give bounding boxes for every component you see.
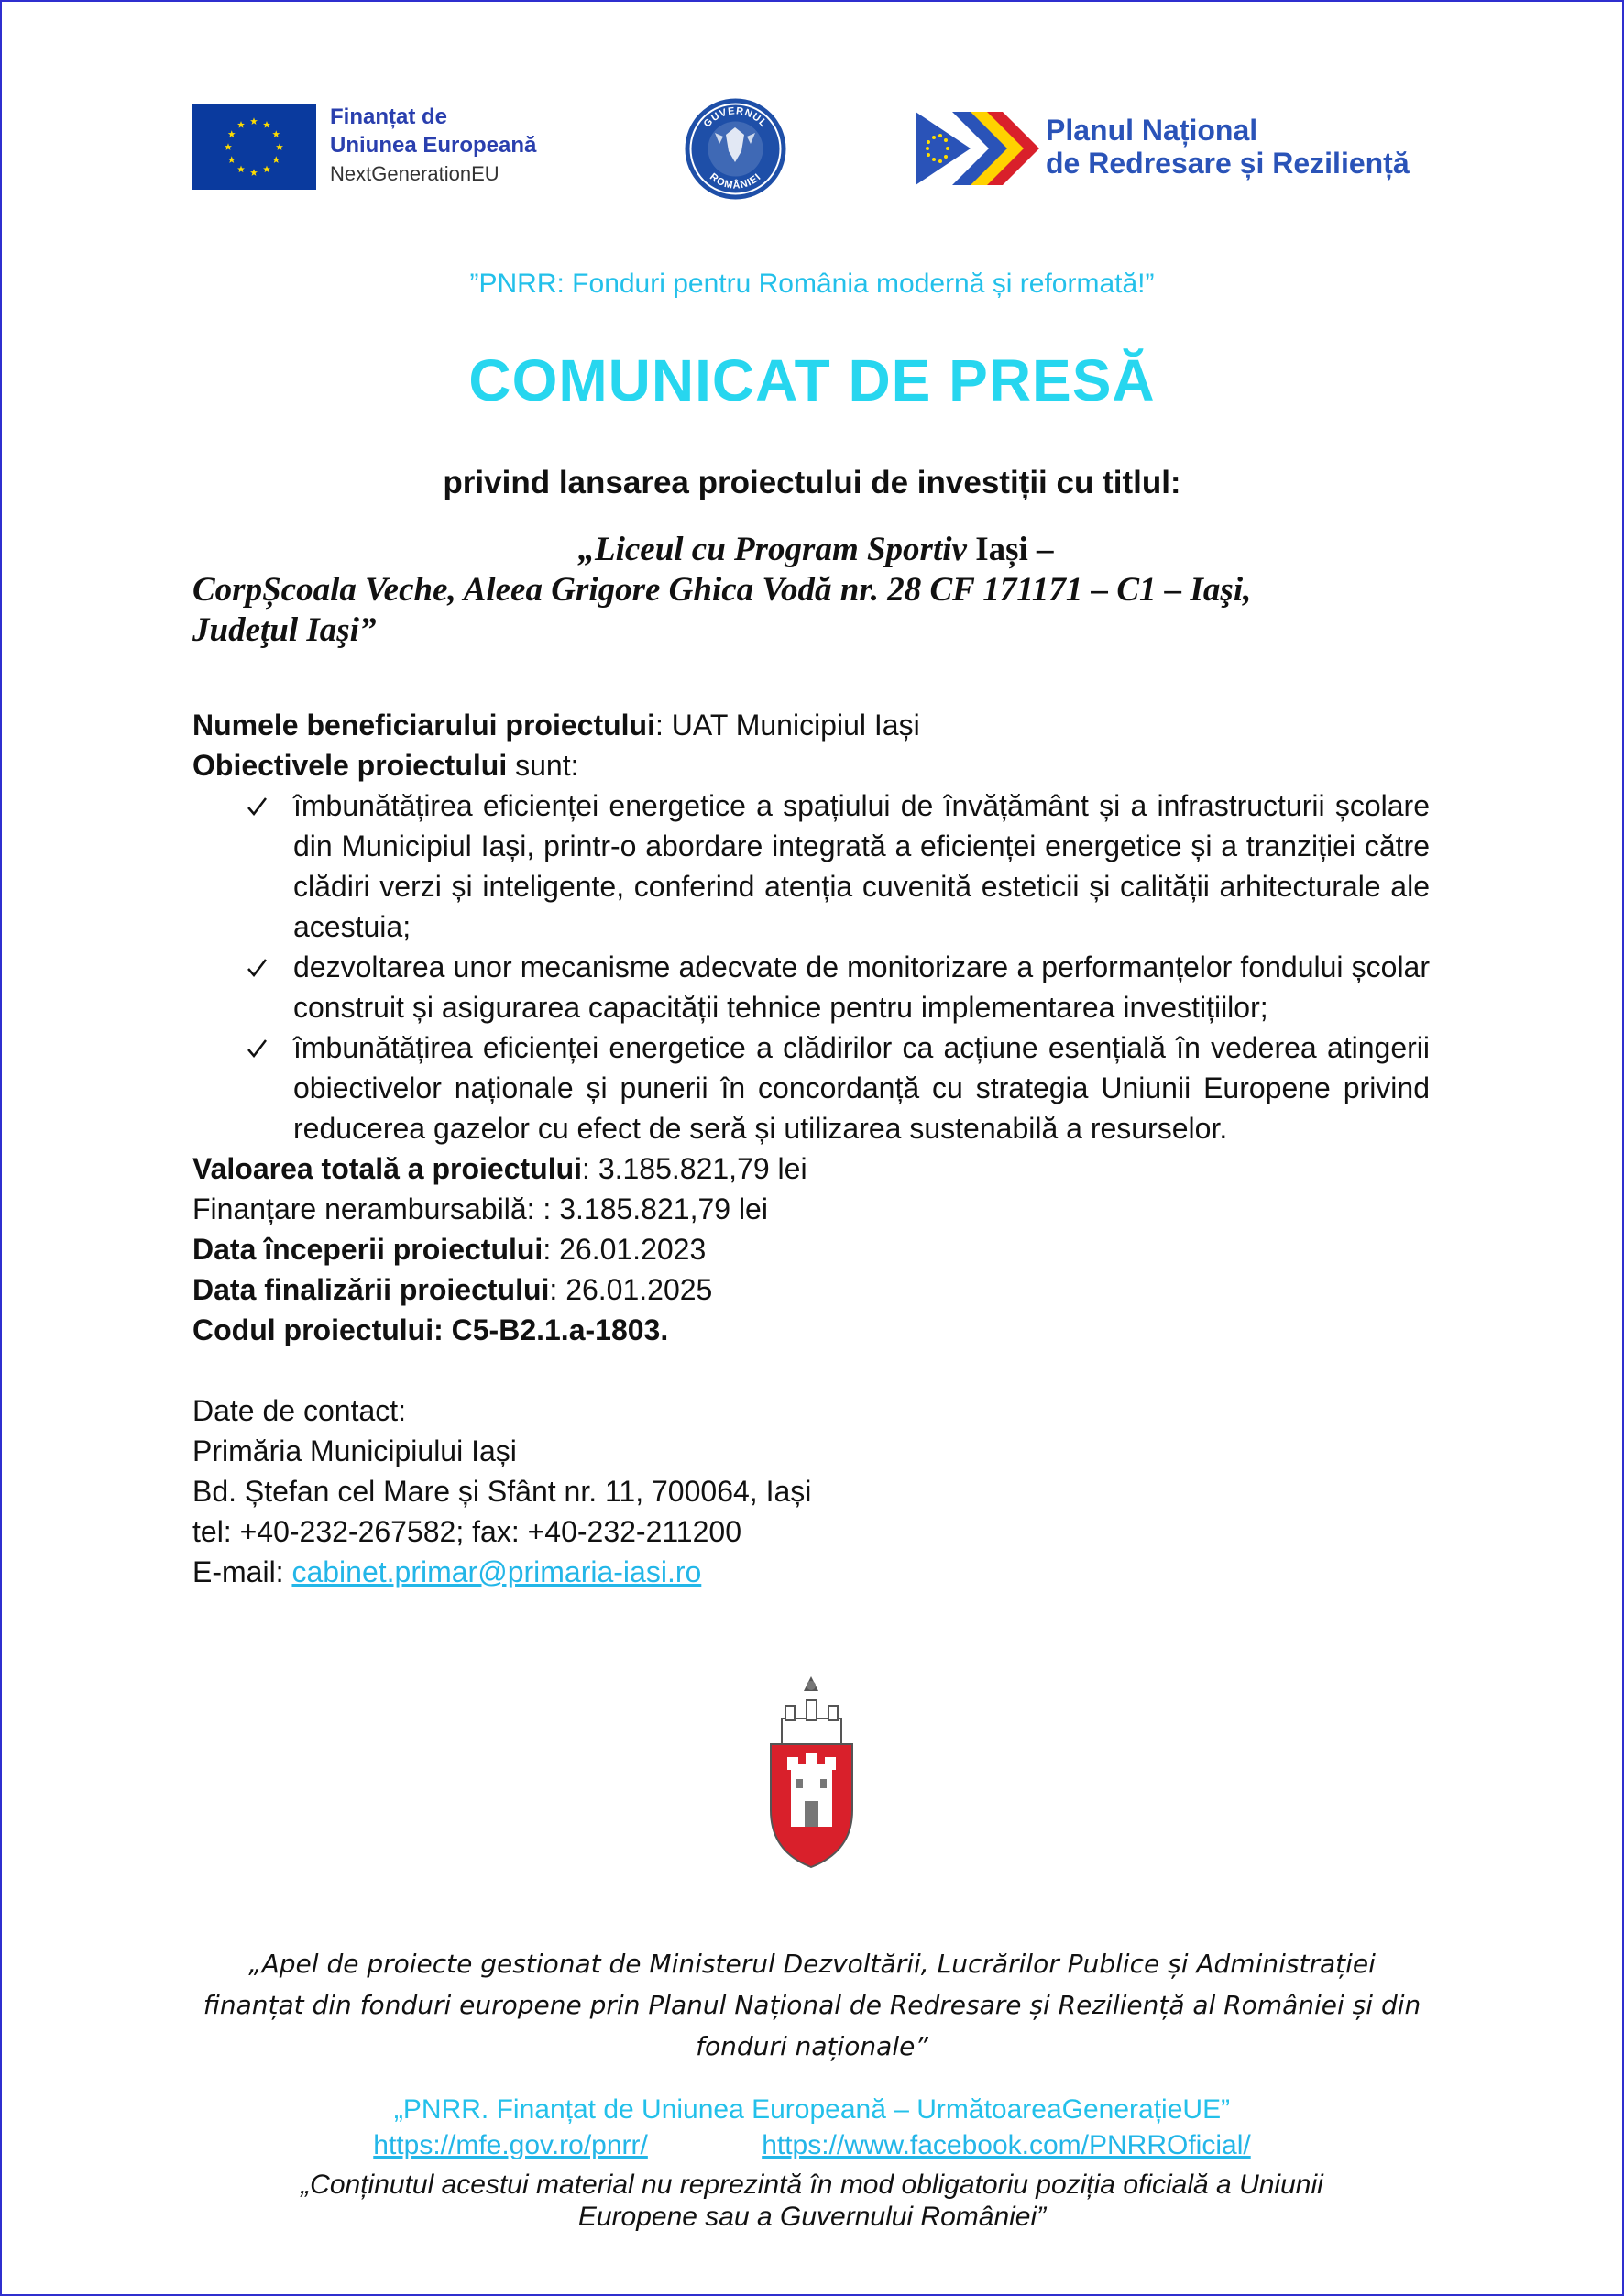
contact-email-line — [192, 1552, 1430, 1592]
project-code — [192, 1310, 1430, 1350]
end-date-value: : 26.01.2025 — [549, 1273, 713, 1306]
page-subtitle: privind lansarea proiectului de investiții cu titlul: — [443, 465, 1181, 500]
grant-line: Finanțare nerambursabilă: : 3.185.821,79 lei — [192, 1192, 768, 1225]
objective-text: îmbunătățirea eficienței energetice a clădirilor ca acțiune esențială în vederea atingerii obiectivelor naționale și punerii în concordanță cu strategia Uniunii Europene privind reducerea gazelor cu efect de seră și utilizarea sustenabilă a resurselor. — [293, 1031, 1430, 1145]
svg-text:GUVERNUL: GUVERNUL — [701, 105, 770, 130]
total-value-label: Valoarea totală a proiectului — [192, 1152, 583, 1185]
email-link[interactable]: cabinet.primar@primaria-iasi.ro — [291, 1555, 702, 1588]
iasi-coat-of-arms-icon — [763, 1673, 860, 1870]
objective-text: dezvoltarea unor mecanisme adecvate de monitorizare a performanțelor fondului școlar construit și asigurarea capacității tehnice pentru implementarea investițiilor; — [293, 950, 1430, 1024]
program-slogan: ”PNRR: Fonduri pentru România modernă și reformată!” — [469, 269, 1155, 299]
project-title-name: „Liceul cu Program Sportiv — [577, 531, 967, 568]
pnrr-logo-text — [1046, 114, 1410, 180]
contact-phone-fax: tel: +40-232-267582; fax: +40-232-211200 — [192, 1515, 741, 1548]
email-label: E-mail: — [192, 1555, 292, 1588]
beneficiary-label: Numele beneficiarului proiectului — [192, 709, 655, 742]
contact-heading: Date de contact: — [192, 1394, 407, 1427]
project-title-line2: CorpȘcoala Veche, Aleea Grigore Ghica Vodă nr. 28 CF 171171 – C1 – Iaşi, — [192, 571, 1252, 609]
objectives-heading — [192, 745, 1430, 785]
objectives-label: Obiectivele proiectului — [192, 749, 508, 782]
contact-organization: Primăria Municipiului Iași — [192, 1434, 517, 1467]
checkmark-icon — [243, 947, 270, 987]
page-title: COMUNICAT DE PRESĂ — [468, 347, 1156, 413]
eu-logo-line2: Uniunea Europeană — [330, 133, 537, 158]
project-title — [192, 530, 1439, 651]
footer-slogan: „PNRR. Finanțat de Uniunea Europeană – UrmătoareaGenerațieUE” — [393, 2094, 1231, 2125]
apel-line2: finanțat din fonduri europene prin Planul Național de Redresare și Reziliență al României și din — [203, 1990, 1421, 2020]
eu-funding-logo — [330, 103, 536, 188]
project-title-city: Iași – — [966, 531, 1054, 568]
mfe-pnrr-link[interactable]: https://mfe.gov.ro/pnrr/ — [373, 2130, 648, 2160]
project-code-text: Codul proiectului: C5-B2.1.a-1803. — [192, 1313, 669, 1346]
pnrr-logo-line1: Planul Național — [1046, 114, 1258, 147]
beneficiary-value: : UAT Municipiul Iași — [654, 709, 920, 742]
start-date-value: : 26.01.2023 — [543, 1233, 707, 1266]
call-for-projects-note — [192, 1943, 1432, 2067]
government-seal-icon — [683, 96, 788, 202]
pnrr-logo-icon — [916, 112, 1039, 185]
eu-logo-line3: NextGenerationEU — [330, 162, 499, 185]
checkmark-icon — [243, 785, 270, 826]
list-item — [192, 1027, 1430, 1148]
eu-logo-line1: Finanțat de — [330, 104, 448, 129]
objectives-suffix: sunt: — [507, 749, 579, 782]
pnrr-logo-line2: de Redresare și Reziliență — [1046, 147, 1410, 180]
total-value: : 3.185.821,79 lei — [582, 1152, 807, 1185]
checkmark-icon — [243, 1027, 270, 1068]
objective-text: îmbunătățirea eficienței energetice a spațiului de învățământ și a infrastructurii școlare din Municipiul Iași, printr-o abordare integrată a eficienței energetice și a tranziției către clădiri verzi și inteligente, conferind atenția cuvenită esteticii și calității arhitecturale ale acestuia; — [293, 789, 1430, 943]
apel-line3: fonduri naționale” — [696, 2031, 928, 2061]
eu-flag-icon — [192, 104, 316, 190]
list-item — [192, 947, 1430, 1027]
disclaimer — [192, 2169, 1432, 2233]
end-date-label: Data finalizării proiectului — [192, 1273, 550, 1306]
total-value-line — [192, 1148, 1430, 1189]
beneficiary-line — [192, 705, 1430, 745]
objectives-list — [192, 785, 1430, 1148]
disclaimer-line2: Europene sau a Guvernului României” — [577, 2202, 1047, 2232]
contact-address: Bd. Ștefan cel Mare și Sfânt nr. 11, 700064, Iași — [192, 1475, 812, 1508]
press-release-body — [192, 705, 1430, 1592]
project-title-line3: Judeţul Iaşi” — [192, 611, 377, 649]
start-date-label: Data începerii proiectului — [192, 1233, 543, 1266]
disclaimer-line1: „Conținutul acestui material nu reprezintă în mod obligatoriu poziția oficială a Uniunii — [301, 2170, 1323, 2200]
svg-text:ROMÂNIEI: ROMÂNIEI — [708, 170, 764, 192]
project-title-line1 — [192, 530, 1439, 570]
end-date-line — [192, 1269, 1430, 1310]
footer-links — [0, 2130, 1624, 2161]
list-item — [192, 785, 1430, 947]
start-date-line — [192, 1229, 1430, 1269]
spacer — [192, 1350, 1430, 1390]
facebook-pnrr-link[interactable]: https://www.facebook.com/PNRROficial/ — [762, 2130, 1251, 2160]
apel-line1: „Apel de proiecte gestionat de Ministerul Dezvoltării, Lucrărilor Publice și Administrației — [248, 1949, 1376, 1979]
